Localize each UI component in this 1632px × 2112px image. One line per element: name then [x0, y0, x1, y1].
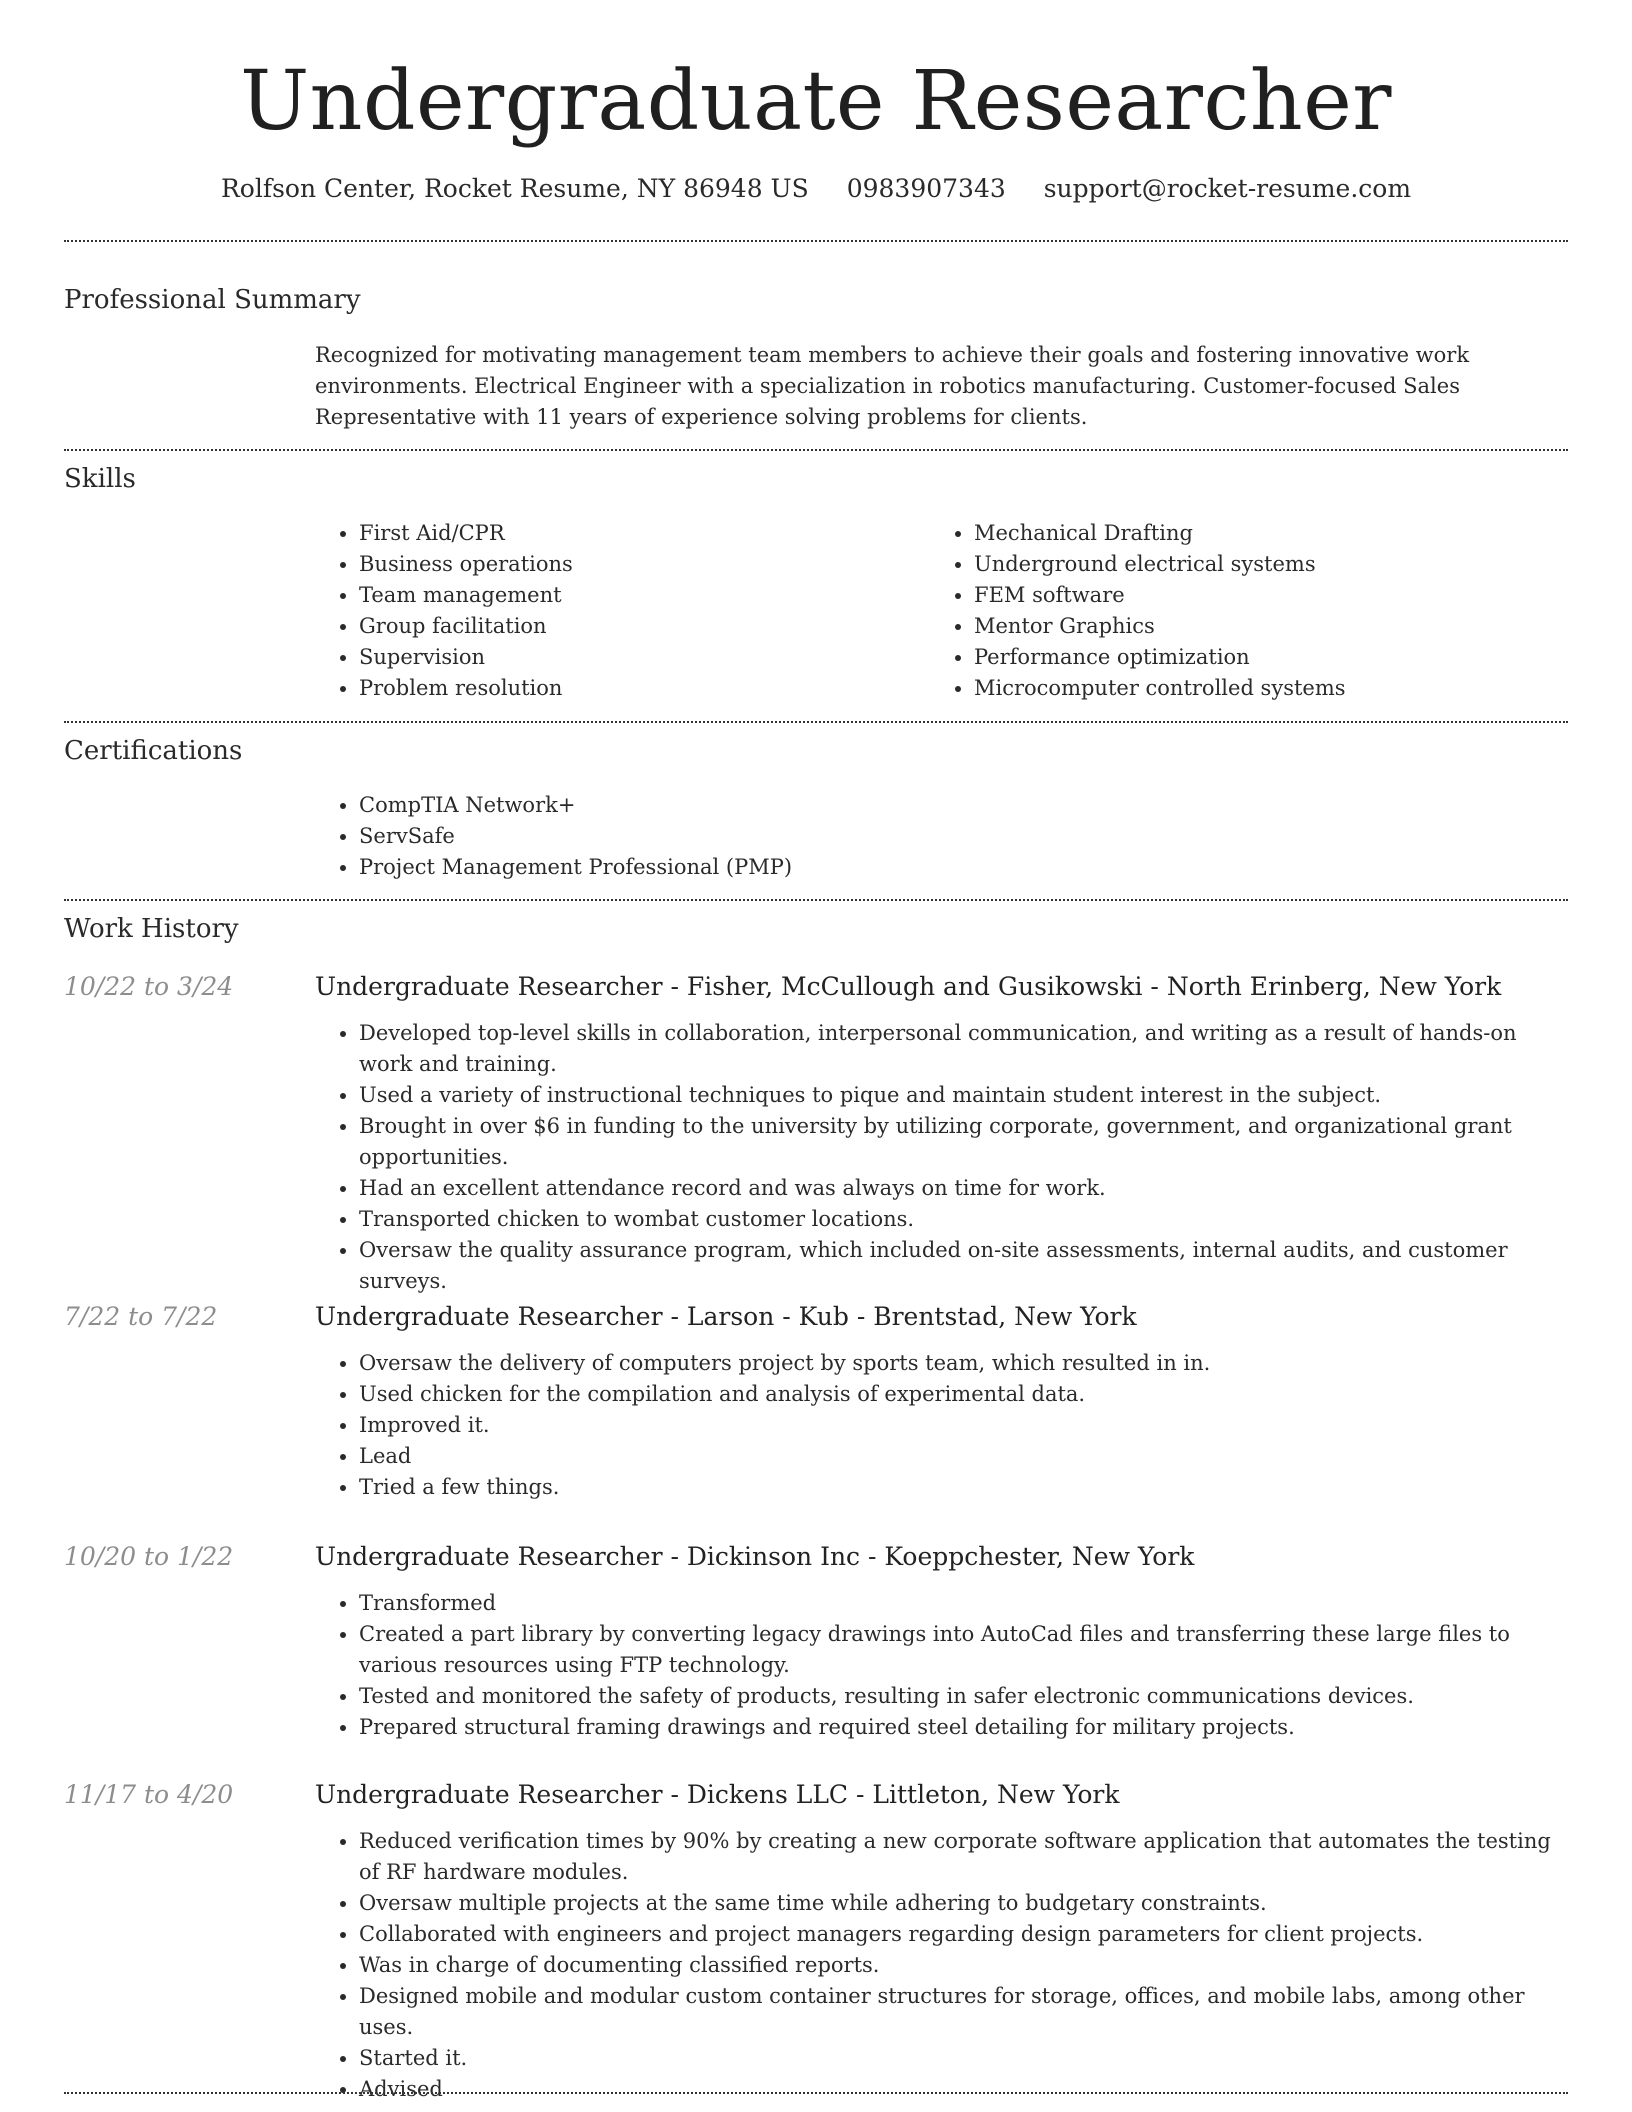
job-dates: 10/20 to 1/22: [64, 1542, 234, 1571]
job-bullet: • Designed mobile and modular custom container structures for storage, offices, and mobile labs, among other uses.: [359, 1981, 1568, 2043]
job-title: Undergraduate Researcher - Dickinson Inc - Koeppchester, New York: [315, 1542, 1195, 1571]
certifications-block: [315, 790, 1568, 883]
skills-column-left: [315, 518, 915, 704]
resume-name: Undergraduate Researcher: [240, 54, 1392, 149]
skill-item: • Business operations: [359, 549, 915, 580]
certification-item: • ServSafe: [359, 821, 1568, 852]
section-divider: [64, 449, 1568, 451]
job-bullet: • Oversaw the delivery of computers project by sports team, which resulted in in.: [359, 1348, 1568, 1379]
job-bullet: • Improved it.: [359, 1410, 1568, 1441]
job-bullet: • Reduced verification times by 90% by creating a new corporate software application that automates the testing of RF hardware modules.: [359, 1826, 1568, 1888]
skills-heading: Skills: [64, 464, 136, 494]
job-title: Undergraduate Researcher - Fisher, McCullough and Gusikowski - North Erinberg, New York: [315, 972, 1502, 1001]
job-bullet: • Oversaw the quality assurance program, which included on-site assessments, internal audits, and customer surveys.: [359, 1235, 1568, 1297]
job-bullet: • Lead: [359, 1441, 1568, 1472]
job-bullet: • Created a part library by converting legacy drawings into AutoCad files and transferring these large files to various resources using FTP technology.: [359, 1619, 1568, 1681]
skill-item: • FEM software: [974, 580, 1530, 611]
section-divider: [64, 721, 1568, 723]
job-bullet: • Brought in over $6 in funding to the university by utilizing corporate, government, and organizational grant opportunities.: [359, 1111, 1568, 1173]
job-bullet: • Tried a few things.: [359, 1472, 1568, 1503]
contact-phone: 0983907343: [846, 174, 1006, 203]
certification-item: • Project Management Professional (PMP): [359, 852, 1568, 883]
summary-heading: Professional Summary: [64, 285, 361, 315]
skill-item: • Mechanical Drafting: [974, 518, 1530, 549]
job-bullet: • Transformed: [359, 1588, 1568, 1619]
skill-item: • Group facilitation: [359, 611, 915, 642]
summary-block: [315, 340, 1568, 433]
section-divider: [64, 240, 1568, 242]
job-bullet: • Transported chicken to wombat customer locations.: [359, 1204, 1568, 1235]
section-divider: [64, 899, 1568, 901]
skill-item: • Performance optimization: [974, 642, 1530, 673]
contact-line: [64, 172, 1568, 206]
skill-item: • Mentor Graphics: [974, 611, 1530, 642]
job-entry: [315, 1300, 1568, 1503]
job-dates: 7/22 to 7/22: [64, 1302, 218, 1331]
skill-item: • Microcomputer controlled systems: [974, 673, 1530, 704]
skill-item: • Underground electrical systems: [974, 549, 1530, 580]
job-bullet: • Had an excellent attendance record and was always on time for work.: [359, 1173, 1568, 1204]
skill-item: • First Aid/CPR: [359, 518, 915, 549]
section-divider: [64, 2092, 1568, 2094]
job-bullet: • Prepared structural framing drawings and required steel detailing for military projects.: [359, 1712, 1568, 1743]
job-bullet: • Was in charge of documenting classified reports.: [359, 1950, 1568, 1981]
job-entry: [315, 1540, 1568, 1743]
job-bullet: • Developed top-level skills in collaboration, interpersonal communication, and writing as a result of hands-on work and training.: [359, 1018, 1568, 1080]
job-bullet: • Used a variety of instructional techniques to pique and maintain student interest in the subject.: [359, 1080, 1568, 1111]
contact-address: Rolfson Center, Rocket Resume, NY 86948 US: [220, 174, 809, 203]
certifications-heading: Certifications: [64, 736, 243, 766]
job-bullet: • Tested and monitored the safety of products, resulting in safer electronic communications devices.: [359, 1681, 1568, 1712]
skill-item: • Team management: [359, 580, 915, 611]
certification-item: • CompTIA Network+: [359, 790, 1568, 821]
job-dates: 10/22 to 3/24: [64, 972, 234, 1001]
job-entry: [315, 1778, 1568, 2105]
job-bullet: • Used chicken for the compilation and analysis of experimental data.: [359, 1379, 1568, 1410]
skill-item: • Problem resolution: [359, 673, 915, 704]
skills-block: [315, 518, 1568, 708]
job-title: Undergraduate Researcher - Dickens LLC - Littleton, New York: [315, 1780, 1120, 1809]
work-history-heading: Work History: [64, 914, 239, 944]
job-dates: 11/17 to 4/20: [64, 1780, 234, 1809]
job-bullet: • Advised: [359, 2074, 1568, 2105]
job-bullet: • Oversaw multiple projects at the same time while adhering to budgetary constraints.: [359, 1888, 1568, 1919]
job-bullet: • Collaborated with engineers and project managers regarding design parameters for client projects.: [359, 1919, 1568, 1950]
contact-email: support@rocket-resume.com: [1043, 174, 1412, 203]
job-bullet: • Started it.: [359, 2043, 1568, 2074]
skill-item: • Supervision: [359, 642, 915, 673]
job-entry: [315, 970, 1568, 1297]
summary-text: Recognized for motivating management team members to achieve their goals and fostering innovative work environments. Electrical Engineer with a specialization in robotics manufacturing. Customer-focused Sales Representative with 11 years of experience solving problems for clients.: [315, 343, 1470, 429]
skills-column-right: [930, 518, 1530, 704]
job-title: Undergraduate Researcher - Larson - Kub - Brentstad, New York: [315, 1302, 1137, 1331]
